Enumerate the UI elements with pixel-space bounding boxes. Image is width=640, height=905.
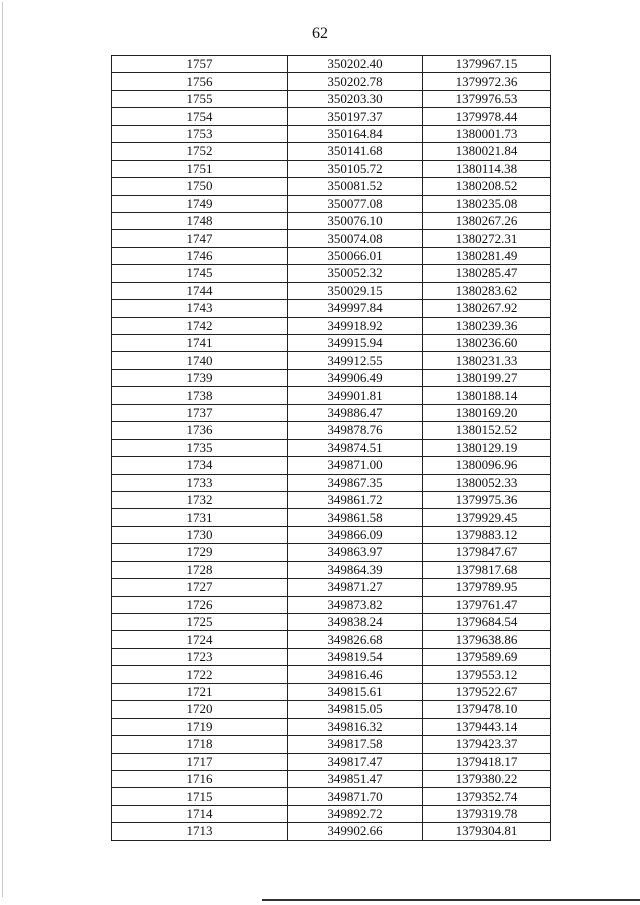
point-number-cell: 1736	[112, 422, 288, 439]
x-coordinate-cell: 349851.47	[288, 770, 423, 787]
point-number-cell: 1746	[112, 247, 288, 264]
y-coordinate-cell: 1379352.74	[423, 788, 551, 805]
point-number-cell: 1725	[112, 614, 288, 631]
x-coordinate-cell: 349906.49	[288, 369, 423, 386]
coordinates-table	[111, 55, 551, 841]
x-coordinate-cell: 349873.82	[288, 596, 423, 613]
table-row	[112, 823, 551, 840]
x-coordinate-cell: 349912.55	[288, 352, 423, 369]
y-coordinate-cell: 1379522.67	[423, 683, 551, 700]
table-row	[112, 561, 551, 578]
table-row	[112, 718, 551, 735]
y-coordinate-cell: 1380001.73	[423, 125, 551, 142]
table-row	[112, 404, 551, 421]
table-row	[112, 614, 551, 631]
table-row	[112, 666, 551, 683]
y-coordinate-cell: 1380272.31	[423, 230, 551, 247]
point-number-cell: 1724	[112, 631, 288, 648]
point-number-cell: 1715	[112, 788, 288, 805]
point-number-cell: 1733	[112, 474, 288, 491]
table-row	[112, 108, 551, 125]
x-coordinate-cell: 349871.27	[288, 579, 423, 596]
y-coordinate-cell: 1380052.33	[423, 474, 551, 491]
y-coordinate-cell: 1379929.45	[423, 509, 551, 526]
table-row	[112, 544, 551, 561]
table-row	[112, 73, 551, 90]
point-number-cell: 1752	[112, 143, 288, 160]
x-coordinate-cell: 350202.40	[288, 56, 423, 73]
y-coordinate-cell: 1379761.47	[423, 596, 551, 613]
y-coordinate-cell: 1379380.22	[423, 770, 551, 787]
point-number-cell: 1729	[112, 544, 288, 561]
y-coordinate-cell: 1380114.38	[423, 160, 551, 177]
point-number-cell: 1731	[112, 509, 288, 526]
x-coordinate-cell: 350202.78	[288, 73, 423, 90]
table-row	[112, 509, 551, 526]
table-row	[112, 491, 551, 508]
x-coordinate-cell: 350105.72	[288, 160, 423, 177]
x-coordinate-cell: 349819.54	[288, 648, 423, 665]
table-row	[112, 335, 551, 352]
x-coordinate-cell: 349871.00	[288, 457, 423, 474]
x-coordinate-cell: 349886.47	[288, 404, 423, 421]
y-coordinate-cell: 1380208.52	[423, 178, 551, 195]
y-coordinate-cell: 1379883.12	[423, 526, 551, 543]
x-coordinate-cell: 349915.94	[288, 335, 423, 352]
table-row	[112, 788, 551, 805]
table-row	[112, 387, 551, 404]
table-row	[112, 212, 551, 229]
table-row	[112, 753, 551, 770]
y-coordinate-cell: 1380267.26	[423, 212, 551, 229]
point-number-cell: 1723	[112, 648, 288, 665]
table-row	[112, 195, 551, 212]
y-coordinate-cell: 1379553.12	[423, 666, 551, 683]
point-number-cell: 1727	[112, 579, 288, 596]
bottom-rule	[262, 899, 640, 901]
table-row	[112, 56, 551, 73]
x-coordinate-cell: 349874.51	[288, 439, 423, 456]
y-coordinate-cell: 1379978.44	[423, 108, 551, 125]
x-coordinate-cell: 350074.08	[288, 230, 423, 247]
x-coordinate-cell: 349816.32	[288, 718, 423, 735]
x-coordinate-cell: 349878.76	[288, 422, 423, 439]
point-number-cell: 1747	[112, 230, 288, 247]
y-coordinate-cell: 1380236.60	[423, 335, 551, 352]
x-coordinate-cell: 350029.15	[288, 282, 423, 299]
table-row	[112, 422, 551, 439]
y-coordinate-cell: 1379423.37	[423, 736, 551, 753]
y-coordinate-cell: 1380281.49	[423, 247, 551, 264]
point-number-cell: 1743	[112, 300, 288, 317]
point-number-cell: 1716	[112, 770, 288, 787]
table-row	[112, 265, 551, 282]
y-coordinate-cell: 1380267.92	[423, 300, 551, 317]
point-number-cell: 1732	[112, 491, 288, 508]
x-coordinate-cell: 349864.39	[288, 561, 423, 578]
x-coordinate-cell: 349997.84	[288, 300, 423, 317]
x-coordinate-cell: 349901.81	[288, 387, 423, 404]
table-row	[112, 317, 551, 334]
point-number-cell: 1740	[112, 352, 288, 369]
x-coordinate-cell: 349816.46	[288, 666, 423, 683]
x-coordinate-cell: 350077.08	[288, 195, 423, 212]
y-coordinate-cell: 1379847.67	[423, 544, 551, 561]
table-row	[112, 439, 551, 456]
table-row	[112, 352, 551, 369]
point-number-cell: 1735	[112, 439, 288, 456]
y-coordinate-cell: 1380235.08	[423, 195, 551, 212]
x-coordinate-cell: 350203.30	[288, 90, 423, 107]
y-coordinate-cell: 1379304.81	[423, 823, 551, 840]
table-row	[112, 369, 551, 386]
y-coordinate-cell: 1379319.78	[423, 805, 551, 822]
point-number-cell: 1739	[112, 369, 288, 386]
point-number-cell: 1738	[112, 387, 288, 404]
x-coordinate-cell: 349815.61	[288, 683, 423, 700]
y-coordinate-cell: 1379972.36	[423, 73, 551, 90]
table-row	[112, 160, 551, 177]
y-coordinate-cell: 1379589.69	[423, 648, 551, 665]
x-coordinate-cell: 350164.84	[288, 125, 423, 142]
x-coordinate-cell: 349826.68	[288, 631, 423, 648]
point-number-cell: 1751	[112, 160, 288, 177]
x-coordinate-cell: 349863.97	[288, 544, 423, 561]
point-number-cell: 1745	[112, 265, 288, 282]
y-coordinate-cell: 1379638.86	[423, 631, 551, 648]
y-coordinate-cell: 1379418.17	[423, 753, 551, 770]
point-number-cell: 1756	[112, 73, 288, 90]
table-row	[112, 805, 551, 822]
x-coordinate-cell: 349861.58	[288, 509, 423, 526]
y-coordinate-cell: 1380239.36	[423, 317, 551, 334]
x-coordinate-cell: 350197.37	[288, 108, 423, 125]
point-number-cell: 1744	[112, 282, 288, 299]
point-number-cell: 1719	[112, 718, 288, 735]
y-coordinate-cell: 1379443.14	[423, 718, 551, 735]
x-coordinate-cell: 349866.09	[288, 526, 423, 543]
x-coordinate-cell: 350141.68	[288, 143, 423, 160]
point-number-cell: 1720	[112, 701, 288, 718]
y-coordinate-cell: 1379478.10	[423, 701, 551, 718]
y-coordinate-cell: 1379976.53	[423, 90, 551, 107]
y-coordinate-cell: 1380169.20	[423, 404, 551, 421]
x-coordinate-cell: 349817.58	[288, 736, 423, 753]
table-row	[112, 143, 551, 160]
y-coordinate-cell: 1380283.62	[423, 282, 551, 299]
point-number-cell: 1728	[112, 561, 288, 578]
y-coordinate-cell: 1380096.96	[423, 457, 551, 474]
x-coordinate-cell: 349817.47	[288, 753, 423, 770]
table-row	[112, 178, 551, 195]
y-coordinate-cell: 1379975.36	[423, 491, 551, 508]
y-coordinate-cell: 1379967.15	[423, 56, 551, 73]
x-coordinate-cell: 349838.24	[288, 614, 423, 631]
page-number: 62	[312, 25, 328, 42]
y-coordinate-cell: 1380199.27	[423, 369, 551, 386]
point-number-cell: 1726	[112, 596, 288, 613]
point-number-cell: 1714	[112, 805, 288, 822]
x-coordinate-cell: 349867.35	[288, 474, 423, 491]
x-coordinate-cell: 350081.52	[288, 178, 423, 195]
y-coordinate-cell: 1380188.14	[423, 387, 551, 404]
table-row	[112, 770, 551, 787]
table-row	[112, 474, 551, 491]
point-number-cell: 1730	[112, 526, 288, 543]
point-number-cell: 1753	[112, 125, 288, 142]
table-row	[112, 247, 551, 264]
x-coordinate-cell: 349871.70	[288, 788, 423, 805]
point-number-cell: 1737	[112, 404, 288, 421]
point-number-cell: 1755	[112, 90, 288, 107]
x-coordinate-cell: 349861.72	[288, 491, 423, 508]
table-row	[112, 300, 551, 317]
y-coordinate-cell: 1380129.19	[423, 439, 551, 456]
y-coordinate-cell: 1379789.95	[423, 579, 551, 596]
table-row	[112, 457, 551, 474]
table-row	[112, 90, 551, 107]
table-row	[112, 736, 551, 753]
y-coordinate-cell: 1379817.68	[423, 561, 551, 578]
point-number-cell: 1748	[112, 212, 288, 229]
point-number-cell: 1742	[112, 317, 288, 334]
coordinates-table-body	[112, 56, 551, 841]
y-coordinate-cell: 1380285.47	[423, 265, 551, 282]
point-number-cell: 1718	[112, 736, 288, 753]
x-coordinate-cell: 350066.01	[288, 247, 423, 264]
table-row	[112, 648, 551, 665]
x-coordinate-cell: 349892.72	[288, 805, 423, 822]
x-coordinate-cell: 349902.66	[288, 823, 423, 840]
table-row	[112, 701, 551, 718]
table-row	[112, 230, 551, 247]
x-coordinate-cell: 349918.92	[288, 317, 423, 334]
table-row	[112, 282, 551, 299]
x-coordinate-cell: 349815.05	[288, 701, 423, 718]
table-row	[112, 631, 551, 648]
y-coordinate-cell: 1380152.52	[423, 422, 551, 439]
point-number-cell: 1717	[112, 753, 288, 770]
table-row	[112, 125, 551, 142]
point-number-cell: 1750	[112, 178, 288, 195]
point-number-cell: 1734	[112, 457, 288, 474]
point-number-cell: 1721	[112, 683, 288, 700]
point-number-cell: 1754	[112, 108, 288, 125]
table-row	[112, 526, 551, 543]
y-coordinate-cell: 1380021.84	[423, 143, 551, 160]
point-number-cell: 1713	[112, 823, 288, 840]
scan-edge-line	[2, 2, 3, 897]
x-coordinate-cell: 350076.10	[288, 212, 423, 229]
y-coordinate-cell: 1380231.33	[423, 352, 551, 369]
x-coordinate-cell: 350052.32	[288, 265, 423, 282]
y-coordinate-cell: 1379684.54	[423, 614, 551, 631]
point-number-cell: 1749	[112, 195, 288, 212]
table-row	[112, 596, 551, 613]
point-number-cell: 1741	[112, 335, 288, 352]
table-row	[112, 579, 551, 596]
point-number-cell: 1722	[112, 666, 288, 683]
table-row	[112, 683, 551, 700]
point-number-cell: 1757	[112, 56, 288, 73]
